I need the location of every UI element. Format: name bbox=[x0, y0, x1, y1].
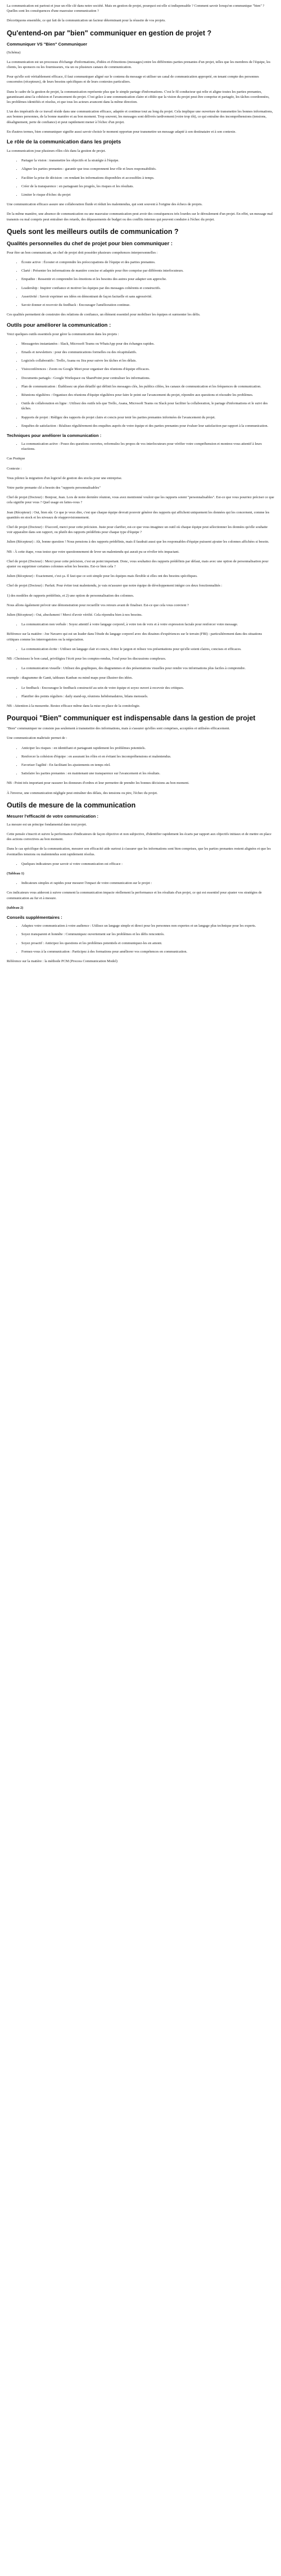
paragraph: NB : Attention à la mesurette. Restez efficace même dans la mise en place de la comitologie. bbox=[7, 704, 140, 709]
paragraph: NB : Point très important pour rassurer les donneurs d'ordres et leur permettre de prendre les bonnes décisions au bon moment. bbox=[7, 781, 189, 786]
paragraph: Référence sur la matière : la méthode PCM (Process Communication Model) bbox=[7, 959, 117, 963]
list-item: • Enquêtes de satisfaction : Réalisez régulièrement des enquêtes auprès de votre équipe et des parties prenantes pour évaluer leur satisfaction par rapport à la communication. bbox=[21, 423, 274, 428]
paragraph: exemple : diagramme de Gantt, tableaux Kanban ou mind maps pour illustrer des idées. bbox=[7, 676, 133, 680]
list-item: • Documents partagés : Google Workspace ou SharePoint pour centraliser les informations. bbox=[21, 376, 274, 381]
paragraph: "Bien" communiquer ne consiste pas seulement à transmettre des informations, mais à s'assurer qu'elles sont comprises, acceptées et utilisées efficacement. bbox=[7, 727, 230, 731]
list-item: • Adaptez votre communication à votre audience : Utilisez un langage simple et direct pour les personnes non expertes et un langage plus technique pour les experts. bbox=[21, 923, 274, 928]
minor-heading: Communiquer VS "Bien" Communiquer bbox=[7, 41, 88, 47]
paragraph: Julien (Récepteur) : Ah, bonne question ! Nous pensions à des rapports prédéfinis, mais il faudrait aussi que les responsables d'équipe puissent ajouter les colonnes affichées si besoin. bbox=[7, 540, 269, 544]
paragraph: Julien (Récepteur) : Oui, absolument ! Merci d'avoir vérifié. Cela répondra bien à nos besoins. bbox=[7, 613, 143, 617]
bullet-list bbox=[7, 158, 274, 197]
list-item: • Leadership : Inspirer confiance et motiver les équipes par des messages cohérents et constructifs. bbox=[21, 286, 274, 291]
paragraph: NB : À cette étape, vous testez que votre questionnement de lever un malentendu qui aurait pu se révéler très impactant. bbox=[7, 549, 179, 554]
bullet-list bbox=[7, 441, 274, 452]
paragraph: Nous allons également prévoir une démonstration pour recueillir vos retours avant de finaliser. Est-ce que cela vous convient ? bbox=[7, 603, 189, 607]
list-item: • Favoriser l'agilité : En facilitant les ajustements en temps réel. bbox=[21, 763, 274, 768]
list-item: • La communication active : Posez des questions ouvertes, reformulez les propos de vos interlocuteurs pour vérifier votre compréhension et montrez-vous attentif à leurs réactions. bbox=[21, 441, 274, 452]
paragraph: Cette pensée s'inscrit et suivre la performance d'indicateurs de façon objective et non subjective, d'identifier rapidement les écarts par rapport aux objectifs initiaux et de mettre en place des actions correctives au bon moment. bbox=[7, 832, 271, 842]
list-item: • Le feedback : Encouragez le feedback constructif au sein de votre équipe et soyez ouvert à recevoir des critiques. bbox=[21, 685, 274, 691]
list-item: • Plan de communication : Établissez un plan détaillé qui définit les messages clés, les publics cibles, les canaux de communication et les fréquences de communication. bbox=[21, 384, 274, 389]
section-heading: Pourquoi "Bien" communiquer est indispensable dans la gestion de projet bbox=[7, 714, 256, 723]
list-item: • Renforcer la cohésion d'équipe : en assurant les rôles et en évitant les incompréhensions et malentendus. bbox=[21, 754, 274, 759]
bullet-list bbox=[7, 861, 274, 867]
paragraph: Votre partie prenante clé a besoin des "rapports personnalisables" bbox=[7, 485, 101, 490]
list-item: • Réunions régulières : Organisez des réunions d'équipe régulières pour faire le point sur l'avancement du projet, répondre aux questions et résoudre les problèmes. bbox=[21, 393, 274, 398]
paragraph: Cas Pratique bbox=[7, 457, 25, 461]
paragraph: Une communication efficace assure une collaboration fluide et réduit les malentendus, qui sont souvent à l'origine des échecs de projets. bbox=[7, 202, 203, 207]
bullet-list bbox=[7, 923, 274, 954]
list-item: • Soyez proactif : Anticipez les questions et les problèmes potentiels et communiquez-les en amont. bbox=[21, 941, 274, 946]
list-item: • Créer de la transparence : en partageant les progrès, les risques et les résultats. bbox=[21, 184, 274, 189]
paragraph: Pour qu'elle soit véritablement efficace, il faut communiquer aligné sur le contenu du message et utiliser un canal de communication approprié, en tenant compte des personnes concernées (récepteurs), de leurs besoins spécifiques et de leurs contextes particuliers. bbox=[7, 75, 259, 84]
minor-heading: Conseils supplémentaires : bbox=[7, 915, 62, 921]
subsection-heading: Le rôle de la communication dans les projets bbox=[7, 139, 121, 146]
paragraph: La communication joue plusieurs rôles clés dans la gestion de projet. bbox=[7, 149, 106, 154]
list-item: • Savoir donner et recevoir du feedback : Encourager l'amélioration continue. bbox=[21, 303, 274, 308]
list-item: • Aligner les parties prenantes : garantir que tous comprennent leur rôle et leurs responsabilités. bbox=[21, 166, 274, 172]
bullet-list bbox=[7, 341, 274, 428]
paragraph: Chef de projet (Docteur) : D'accord, merci pour cette précision. Juste pour clarifier, est-ce que vous imaginez un outil où chaque équipe peut sélectionner les données qu'elle souhaite voir apparaître dans son rapport, ou plutôt des rapports prédéfinis pour chaque type d'équipe ? bbox=[7, 525, 268, 535]
bullet-list bbox=[7, 647, 274, 652]
list-item: • Visioconférences : Zoom ou Google Meet pour organiser des réunions d'équipe efficaces. bbox=[21, 367, 274, 372]
list-item: • Limiter le risque d'échec du projet bbox=[21, 192, 274, 197]
list-item: • Satisfaire les parties prenantes : en maintenant une transparence sur l'avancement et les résultats. bbox=[21, 771, 274, 776]
paragraph: Dans le cadre de la gestion de projet, la communication représente plus que le simple partage d'informations. C'est le fil conducteur qui relie et aligne toutes les parties prenantes, garantissant ainsi la cohésion et l'avancement du projet. C'est grâce à une communication claire et ciblée que la vision du projet peut être comprise et partagée, les tâches coordonnées, les problèmes identifiés et résolus, et que tous les acteurs avancent dans la même direction. bbox=[7, 89, 270, 105]
paragraph: Julien (Récepteur) : Exactement, c'est ça. Il faut que ce soit simple pour les équipes mais flexible si elles ont des besoins spécifiques. bbox=[7, 574, 198, 579]
list-item: • Emails et newsletters : pour des communications formelles ou des récapitulatifs. bbox=[21, 350, 274, 355]
paragraph: (tableau 2) bbox=[7, 905, 24, 910]
list-item: • Anticiper les risques : en identifiant et partageant rapidement les problèmes potentiels. bbox=[21, 746, 274, 751]
paragraph: Chef de projet (Docteur) : Merci pour cette précision, c'est un point important. Donc, vous souhaitez des rapports prédéfinis par défaut, mais avec une option de personnalisation pour ajuster ou supprimer certaines colonnes selon les besoins. Est-ce bien cela ? bbox=[7, 559, 269, 569]
list-item: • Quelques indicateurs pour savoir si votre communication est efficace : bbox=[21, 861, 274, 867]
paragraph: Vous pilotez la migration d'un logiciel de gestion des stocks pour une entreprise. bbox=[7, 476, 123, 480]
list-item: • Logiciels collaboratifs : Trello, Asana ou Jira pour suivre les tâches et les délais. bbox=[21, 358, 274, 363]
paragraph: (Tableau 1) bbox=[7, 872, 24, 876]
paragraph: Ces qualités permettent de construire des relations de confiance, un élément essentiel pour mobiliser les équipes et surmonter les défis. bbox=[7, 313, 201, 317]
paragraph: L'un des impératifs de ce travail réside dans une communication efficace, adaptée et continue tout au long du projet. Cela implique une ouverture de transmettre les bonnes informations, aux bonnes personnes, de la bonne manière et au bon moment. Trop souvent, les messages sont délivrés tardivement (voire trop tôt), ce qui entraîne des incompréhensions (tensions, désalignement, perte de confiance) et peut rapidement mener à l'échec d'un projet. bbox=[7, 110, 273, 124]
list-item: • Outils de collaboration en ligne : Utilisez des outils tels que Trello, Asana, Microsoft Teams ou Slack pour faciliter la collaboration, le partage d'informations et le suivi des tâches. bbox=[21, 401, 274, 411]
subsection-heading: Outils pour améliorer la communication : bbox=[7, 322, 111, 328]
list-item: • Écoute active : Écouter et comprendre les préoccupations de l'équipe et des parties prenantes. bbox=[21, 260, 274, 265]
list-item: • Faciliter la prise de décision : en rendant les informations disponibles et accessibles à temps. bbox=[21, 175, 274, 181]
paragraph: Décortiquons ensemble, ce qui fait de la communication un facteur déterminant pour la réussite de vos projets. bbox=[7, 19, 166, 23]
paragraph: Chef de projet (Docteur) : Parfait. Pour éviter tout malentendu, je vais m'assurer que notre équipe de développement intègre ces deux fonctionnalités : bbox=[7, 584, 223, 588]
paragraph: Une communication maîtrisée permet de : bbox=[7, 736, 67, 741]
paragraph: Voici quelques outils essentiels pour gérer la communication dans les projets : bbox=[7, 332, 119, 336]
paragraph: De la même manière, une absence de communication ou une mauvaise communication peut avoir des conséquences très lourdes sur le déroulement d'un projet. En effet, un message mal transmis ou mal compris peut entraîner des retards, des dépassements de budget ou des conflits internes qui peuvent conduire à l'échec du projet. bbox=[7, 212, 273, 222]
bullet-list bbox=[7, 746, 274, 777]
paragraph: La communication est un processus d'échange d'informations, d'idées et d'émotions (messages) entre les différentes parties prenantes d'un projet, telles que les membres de l'équipe, les clients, les sponsors ou les fournisseurs, via un ou plusieurs canaux de communication. bbox=[7, 60, 271, 70]
paragraph: 1) des modèles de rapports prédéfinis, et 2) une option de personnalisation des colonnes. bbox=[7, 593, 134, 598]
list-item: • Messageries instantanées : Slack, Microsoft Teams ou WhatsApp pour des échanges rapides. bbox=[21, 341, 274, 346]
paragraph: À l'inverse, une communication négligée peut entraîner des délais, des tensions ou pire, l'échec du projet. bbox=[7, 791, 158, 795]
paragraph: En d'autres termes, bien communiquer signifie aussi savoir choisir le moment opportun pour transmettre un message adapté à son destinataire et à son contexte. bbox=[7, 129, 237, 134]
bullet-list bbox=[7, 622, 274, 627]
list-item: • La communication écrite : Utilisez un langage clair et concis, évitez le jargon et relisez vos présentations pour qu'elle soient claires, concises et efficaces. bbox=[21, 647, 274, 652]
list-item: • Clarté : Présenter les informations de manière concise et adaptée pour être comprise par différents interlocuteurs. bbox=[21, 268, 274, 273]
bullet-list bbox=[7, 260, 274, 308]
paragraph: Ces indicateurs vous aideront à suivre comment la communication impacte réellement la performance et les résultats d'un projet, ce qui est essentiel pour ajuster vos stratégies de communication au fur et à mesure. bbox=[7, 891, 262, 900]
bullet-list bbox=[7, 685, 274, 699]
paragraph: Jean (Récepteur) : Oui, bien sûr. Ce que je veux dire, c'est que chaque équipe devrait pouvoir générer des rapports qui affichent uniquement les données qui les concernent, comme les quantités en stock et les niveaux de réapprovisionnement. bbox=[7, 510, 270, 520]
paragraph: (Schéma) bbox=[7, 50, 21, 55]
list-item: • Planifier des points réguliers : daily stand-up, réunions hebdomadaires, bilans mensuels. bbox=[21, 694, 274, 699]
section-heading: Outils de mesure de la communication bbox=[7, 801, 136, 809]
paragraph: NB : Choisissez le bon canal, privilégiez l'écrit pour les comptes-rendus, l'oral pour les discussions complexes. bbox=[7, 657, 166, 661]
paragraph: Référence sur la matière : Joe Navarro qui est un leader dans l'étude du langage corporel avec des dizaines d'expériences sur le terrain (FBI) : particulièrement dans des situations critiques comme les interrogatoires ou la négociation. bbox=[7, 632, 262, 642]
minor-heading: Mesurer l'efficacité de votre communication : bbox=[7, 813, 99, 819]
paragraph: Pour être un bon communicant, un chef de projet doit posséder plusieurs compétences interpersonnelles : bbox=[7, 250, 158, 255]
list-item: • Assertivité : Savoir exprimer ses idées en démontrant de façon factuelle et sans agressivité. bbox=[21, 294, 274, 299]
bullet-list bbox=[7, 666, 274, 671]
section-heading: Qu'entend-on par "bien" communiquer en gestion de projet ? bbox=[7, 29, 212, 37]
list-item: • Indicateurs simples et rapides pour mesurer l'impact de votre communication sur le projet : bbox=[21, 881, 274, 886]
paragraph: Dans le cas spécifique de la communication, mesurer son efficacité aide surtout à s'assurer que les informations sont bien comprises, que les parties prenantes restent alignées et que les éventuelles tensions ou malentendus sont rapidement résolus. bbox=[7, 847, 271, 856]
section-heading: Quels sont les meilleurs outils de communication ? bbox=[7, 227, 179, 236]
minor-heading: Techniques pour améliorer la communication : bbox=[7, 432, 102, 438]
paragraph: La mesure est un principe fondamental dans tout projet. bbox=[7, 822, 87, 827]
paragraph: Chef de projet (Docteur) : Bonjour, Jean. Lors de notre dernière réunion, vous avez mentionné vouloir que les rapports soient "personnalisables". Est-ce que vous pourriez préciser ce que cela signifie pour vous ? Quel usage en faites-vous ? bbox=[7, 495, 274, 505]
list-item: • La communication visuelle : Utilisez des graphiques, des diagrammes et des présentations visuelles pour rendre vos informations plus faciles à comprendre. bbox=[21, 666, 274, 671]
list-item: • Rapports de projet : Rédigez des rapports de projet clairs et concis pour tenir les parties prenantes informées de l'avancement du projet. bbox=[21, 415, 274, 420]
list-item: • La communication non verbale : Soyez attentif à votre langage corporel, à votre ton de voix et à votre expression faciale pour renforcer votre message. bbox=[21, 622, 274, 627]
bullet-list bbox=[7, 881, 274, 886]
list-item: • Soyez transparent et honnête : Communiquez ouvertement sur les problèmes et les défis rencontrés. bbox=[21, 932, 274, 937]
paragraph: Contexte : bbox=[7, 466, 22, 471]
list-item: • Empathie : Ressentir et comprendre les émotions et les besoins des autres pour adapter son approche. bbox=[21, 277, 274, 282]
paragraph: La communication est partout et joue un rôle clé dans notre société. Mais en gestion de projet, pourquoi est-elle si indispensable ? Comment savoir lorsqu'on communique "bien" ? Quelles sont les conséquences d'une mauvaise communication ? bbox=[7, 4, 265, 13]
list-item: • Partager la vision : transmettre les objectifs et la stratégie à l'équipe. bbox=[21, 158, 274, 163]
list-item: • Formez-vous à la communication : Participez à des formations pour améliorer vos compétences en communication. bbox=[21, 949, 274, 954]
subsection-heading: Qualités personnelles du chef de projet pour bien communiquer : bbox=[7, 240, 173, 247]
